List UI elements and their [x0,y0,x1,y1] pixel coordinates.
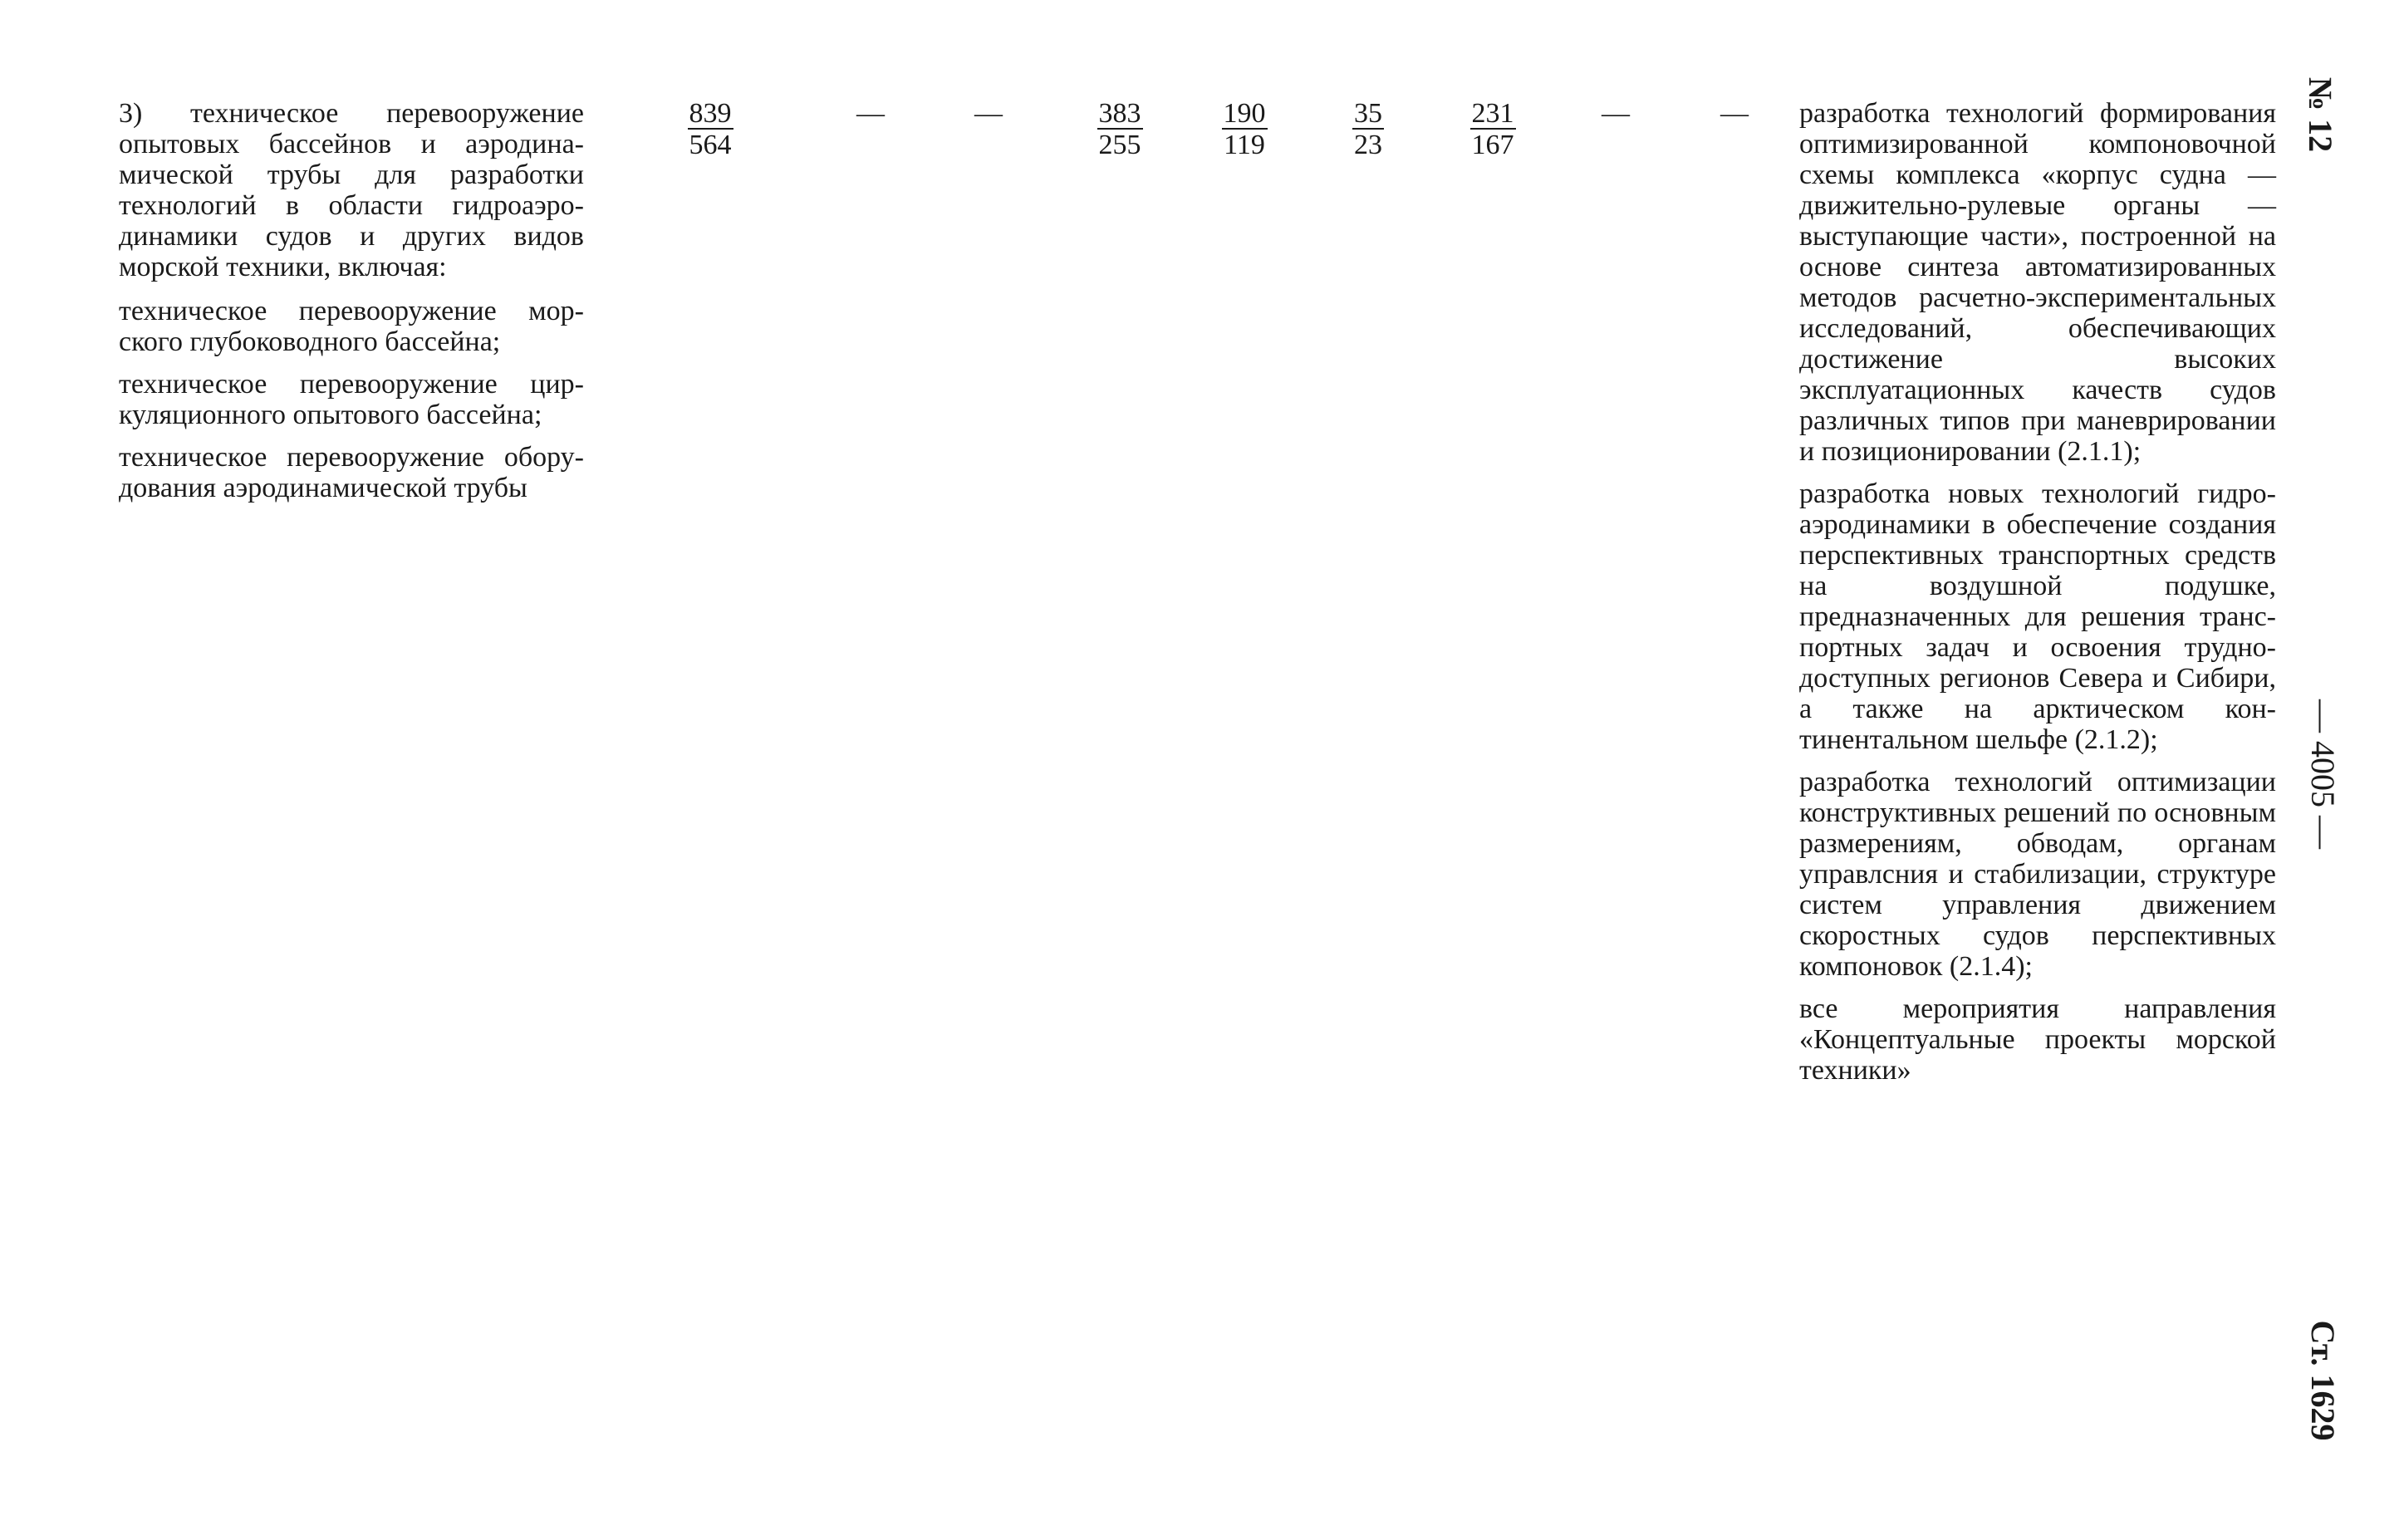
page-number: — 4005 — [2304,699,2342,849]
value-cell [1318,98,1418,161]
value-cell-dash: — [856,98,885,129]
value-numerator: 231 [1471,98,1514,129]
value-denominator: 255 [1098,130,1141,160]
value-cell-dash: — [974,98,1003,129]
value-cell-total [660,98,760,161]
value-cell [1195,98,1294,161]
result-item: все мероприятия направления «Концептуальные проекты морской техники» [1799,993,2276,1086]
measure-main-text: 3) техническое перевооружение опытовых бассейнов и аэродинамической трубы для разработки технологий в области гидроаэродинамики судов и других видов морской техники, включая: [119,98,584,282]
value-denominator: 167 [1471,130,1514,160]
value-numerator: 190 [1223,98,1266,129]
measure-subitem: техническое перевооружение морского глубоководного бассейна; [119,296,584,357]
result-item: разработка технологий формирования оптимизированной компоновочной схемы комплекса «корпус судна — движительно-рулевые органы — выступающие части», построенной на основе синтеза автоматизированных методов расчетно-экспериментальных исследований, обеспечивающих достижение высоких эксплуатационных качеств судов различных типов при маневрировании и позиционировании (2.1.1); [1799,98,2276,467]
value-numerator: 839 [689,98,732,129]
measure-subitem: техническое перевооружение оборудования аэродинамической трубы [119,442,584,503]
value-denominator: 23 [1354,130,1382,160]
value-cell-dash: — [1720,98,1749,129]
issue-number: № 12 [2302,76,2339,153]
measure-subitem: техническое перевооружение циркуляционного опытового бассейна; [119,369,584,430]
value-denominator: 119 [1224,130,1265,160]
measure-description [119,98,584,515]
value-cell [1443,98,1543,161]
result-item: разработка новых технологий гидроаэродинамики в обеспечение создания перспективных транспортных средств на воздушной подушке, предназначенных для решения транспортных задач и освоения труднодоступных регионов Севера и Сибири, а также на арктическом континентальном шельфе (2.1.2); [1799,478,2276,755]
value-cell [1070,98,1170,161]
expected-results [1799,98,2276,1097]
value-numerator: 383 [1098,98,1141,129]
value-numerator: 35 [1354,98,1382,129]
value-cell-dash: — [1602,98,1630,129]
article-number: Ст. 1629 [2304,1320,2342,1441]
value-denominator: 564 [689,130,732,160]
result-item: разработка технологий оптимизации конструктивных решений по основным размерениям, обводам, органам управлсния и стабилизации, структуре систем управления движением скоростных судов перспективных компоновок (2.1.4); [1799,767,2276,982]
